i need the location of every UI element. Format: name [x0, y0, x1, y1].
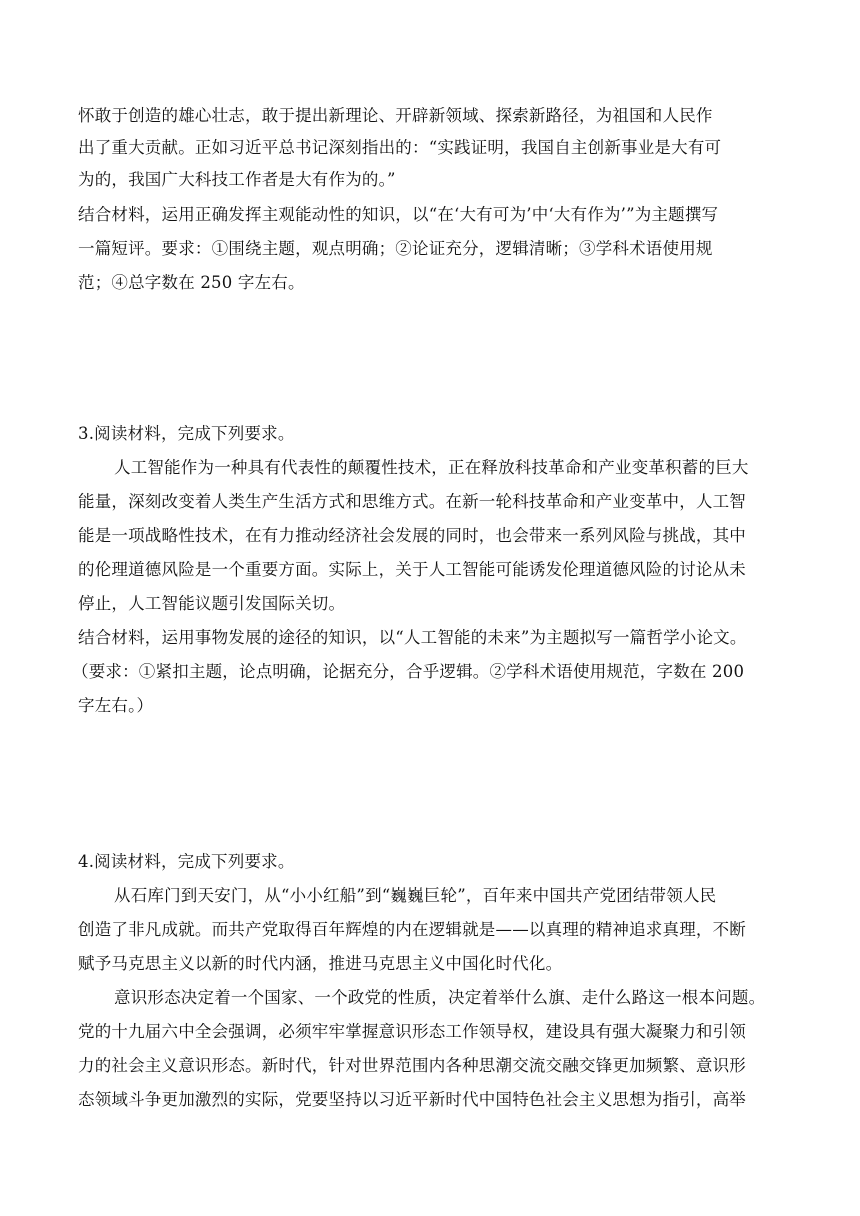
s4-para1-line-3: 赋予马克思主义以新的时代内涵，推进马克思主义中国化时代化。 — [78, 954, 563, 973]
s3-material-line-1: 人工智能作为一种具有代表性的颠覆性技术，正在释放科技革命和产业变革积蓄的巨大 — [114, 458, 749, 477]
s2-task-line-2: 一篇短评。要求：①围绕主题，观点明确；②论证充分，逻辑清晰；③学科术语使用规 — [78, 239, 713, 258]
s2-task-line-3: 范；④总字数在 250 字左右。 — [78, 273, 305, 292]
s2-material-line-1: 怀敢于创造的雄心壮志，敢于提出新理论、开辟新领域、探索新路径，为祖国和人民作 — [78, 106, 713, 125]
s3-material-line-2: 能量，深刻改变着人类生产生活方式和思维方式。在新一轮科技革命和产业变革中，人工智 — [78, 492, 746, 511]
s3-task-line-1: 结合材料，运用事物发展的途径的知识，以“人工智能的未来”为主题拟写一篇哲学小论文。 — [78, 628, 747, 647]
question-4-heading: 4.阅读材料，完成下列要求。 — [78, 852, 295, 871]
s3-material-line-5: 停止，人工智能议题引发国际关切。 — [78, 594, 346, 613]
question-3-heading: 3.阅读材料，完成下列要求。 — [78, 424, 295, 443]
s3-task-line-2: （要求：①紧扣主题，论点明确，论据充分，合乎逻辑。②学科术语使用规范，字数在 200 — [72, 662, 745, 681]
s3-task-line-3: 字左右。） — [78, 696, 154, 715]
s2-material-line-3: 为的，我国广大科技工作者是大有作为的。” — [78, 170, 396, 189]
s4-para1-line-1: 从石库门到天安门，从“小小红船”到“巍巍巨轮”，百年来中国共产党团结带领人民 — [114, 886, 717, 905]
s4-para2-line-4: 态领域斗争更加激烈的实际，党要坚持以习近平新时代中国特色社会主义思想为指引，高举 — [78, 1090, 746, 1109]
s4-para1-line-2: 创造了非凡成就。而共产党取得百年辉煌的内在逻辑就是——以真理的精神追求真理，不断 — [78, 920, 746, 939]
s2-material-line-2: 出了重大贡献。正如习近平总书记深刻指出的：“实践证明，我国自主创新事业是大有可 — [78, 138, 722, 157]
s4-para2-line-1: 意识形态决定着一个国家、一个政党的性质，决定着举什么旗、走什么路这一根本问题。 — [114, 988, 766, 1007]
s3-material-line-3: 能是一项战略性技术，在有力推动经济社会发展的同时，也会带来一系列风险与挑战，其中 — [78, 526, 746, 545]
s3-material-line-4: 的伦理道德风险是一个重要方面。实际上，关于人工智能可能诱发伦理道德风险的讨论从未 — [78, 560, 746, 579]
s4-para2-line-2: 党的十九届六中全会强调，必须牢牢掌握意识形态工作领导权，建设具有强大凝聚力和引领 — [78, 1022, 746, 1041]
s4-para2-line-3: 力的社会主义意识形态。新时代，针对世界范围内各种思潮交流交融交锋更加频繁、意识形 — [78, 1056, 746, 1075]
s2-task-line-1: 结合材料，运用正确发挥主观能动性的知识，以“在‘大有可为’中‘大有作为’”为主题撰写 — [78, 205, 719, 224]
